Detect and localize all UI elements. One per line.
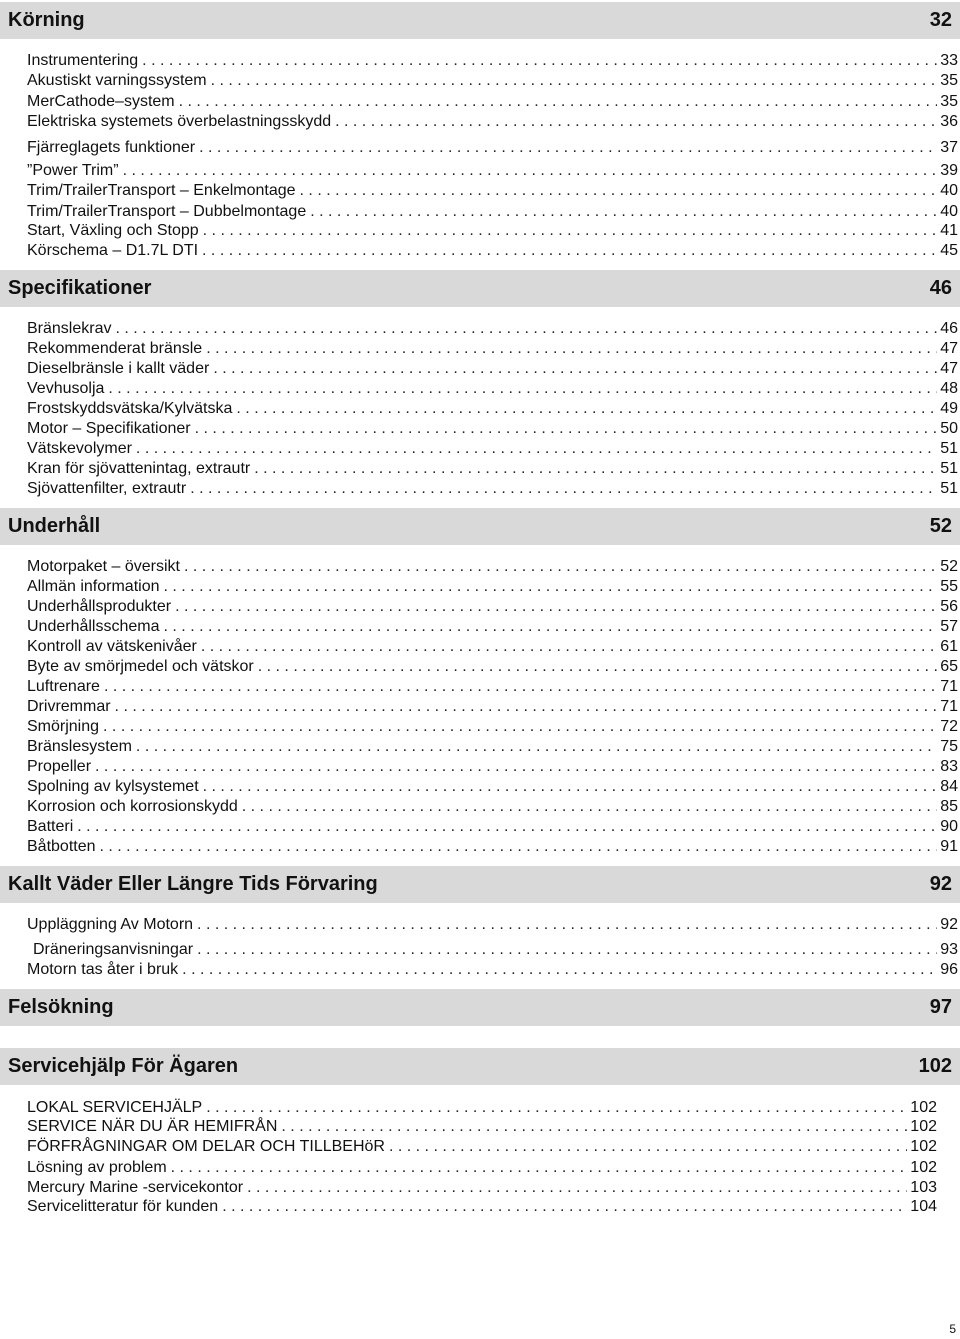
entry-page-number: 104 <box>910 1198 937 1215</box>
section-header-felsokning <box>0 989 960 1026</box>
entry-title: Kran för sjövattenintag, extrautr <box>27 460 251 477</box>
dot-leader <box>77 818 937 836</box>
dot-leader <box>310 203 937 221</box>
section-page-number: 32 <box>929 9 952 31</box>
entry-page-number: 61 <box>940 638 958 655</box>
toc-entry[interactable] <box>27 616 960 636</box>
toc-entry[interactable] <box>27 776 960 796</box>
entry-page-number: 84 <box>940 778 958 795</box>
entry-title: Vätskevolymer <box>27 440 132 457</box>
entry-page-number: 47 <box>940 360 958 377</box>
entry-title: Trim/TrailerTransport – Dubbelmontage <box>27 203 307 220</box>
dot-leader <box>95 758 937 776</box>
toc-entry[interactable] <box>27 596 960 616</box>
entry-title: LOKAL SERVICEHJÄLP <box>27 1099 203 1116</box>
entry-page-number: 46 <box>940 320 958 337</box>
entry-title: Sjövattenfilter, extrautr <box>27 480 187 497</box>
toc-entry[interactable] <box>27 160 960 180</box>
dot-leader <box>206 1099 907 1117</box>
entry-title: Byte av smörjmedel och vätskor <box>27 658 254 675</box>
toc-entry[interactable] <box>27 636 960 656</box>
toc-entry[interactable] <box>27 914 960 934</box>
entry-title: Dieselbränsle i kallt väder <box>27 360 210 377</box>
dot-leader <box>222 1198 907 1216</box>
entry-title: Drivremmar <box>27 698 111 715</box>
entry-page-number: 103 <box>910 1179 937 1196</box>
entry-title: FÖRFRÅGNINGAR OM DELAR OCH TILLBEHöR <box>27 1138 385 1155</box>
entry-page-number: 49 <box>940 400 958 417</box>
footer-page-number: 5 <box>949 1322 956 1336</box>
dot-leader <box>199 139 937 157</box>
entry-page-number: 48 <box>940 380 958 397</box>
section-header-specifikationer <box>0 270 960 307</box>
entry-title: Servicelitteratur för kunden <box>27 1198 219 1215</box>
entry-title: Start, Växling och Stopp <box>27 222 199 239</box>
entry-title: Underhållsprodukter <box>27 598 172 615</box>
dot-leader <box>258 658 937 676</box>
entry-page-number: 102 <box>910 1159 937 1176</box>
entry-page-number: 45 <box>940 242 958 259</box>
entry-title: Spolning av kylsystemet <box>27 778 199 795</box>
toc-entry[interactable] <box>27 796 960 816</box>
entry-title: MerCathode–system <box>27 93 175 110</box>
section-page-number: 97 <box>929 996 952 1018</box>
dot-leader <box>197 916 937 934</box>
dot-leader <box>164 618 938 636</box>
toc-entry[interactable] <box>27 418 960 438</box>
toc-entry[interactable] <box>27 556 960 576</box>
entry-page-number: 52 <box>940 558 958 575</box>
dot-leader <box>175 598 937 616</box>
toc-entry[interactable] <box>27 576 960 596</box>
entry-title: Akustiskt varningssystem <box>27 72 207 89</box>
toc-entry[interactable] <box>27 1157 939 1177</box>
dot-leader <box>171 1159 908 1177</box>
toc-entry[interactable] <box>27 656 960 676</box>
toc-entry[interactable] <box>27 1116 939 1136</box>
dot-leader <box>103 718 937 736</box>
entry-title: SERVICE NÄR DU ÄR HEMIFRÅN <box>27 1118 278 1135</box>
entry-title: Dräneringsanvisningar <box>33 941 194 958</box>
dot-leader <box>108 380 937 398</box>
entry-page-number: 40 <box>940 203 958 220</box>
entry-title: Korrosion och korrosionskydd <box>27 798 238 815</box>
toc-entry[interactable] <box>27 137 960 157</box>
toc-entry[interactable] <box>27 438 960 458</box>
entry-title: Underhållsschema <box>27 618 160 635</box>
section-header-underhall <box>0 508 960 545</box>
section-title: Körning <box>8 9 85 31</box>
toc-entry[interactable] <box>27 458 960 478</box>
dot-leader <box>389 1138 907 1156</box>
dot-leader <box>247 1179 907 1197</box>
section-page-number: 102 <box>918 1055 952 1077</box>
toc-entry[interactable] <box>27 836 960 856</box>
dot-leader <box>179 93 938 111</box>
dot-leader <box>190 480 937 498</box>
toc-entry[interactable] <box>27 939 960 959</box>
dot-leader <box>203 778 938 796</box>
section-page-number: 92 <box>929 873 952 895</box>
entry-page-number: 47 <box>940 340 958 357</box>
entry-title: Smörjning <box>27 718 100 735</box>
section-header-servicehjalp <box>0 1048 960 1085</box>
dot-leader <box>300 182 938 200</box>
toc-entry[interactable] <box>27 378 960 398</box>
dot-leader <box>104 678 937 696</box>
section-header-korning <box>0 2 960 39</box>
dot-leader <box>236 400 937 418</box>
dot-leader <box>202 242 937 260</box>
dot-leader <box>195 420 938 438</box>
entry-title: Kontroll av vätskenivåer <box>27 638 197 655</box>
entry-title: ”Power Trim” <box>27 162 119 179</box>
entry-page-number: 51 <box>940 440 958 457</box>
dot-leader <box>115 320 937 338</box>
entry-title: Körschema – D1.7L DTI <box>27 242 199 259</box>
entry-page-number: 92 <box>940 916 958 933</box>
toc-entry[interactable] <box>27 696 960 716</box>
entry-page-number: 75 <box>940 738 958 755</box>
toc-entry[interactable] <box>27 959 960 979</box>
entry-page-number: 35 <box>940 72 958 89</box>
dot-leader <box>201 638 937 656</box>
entry-page-number: 57 <box>940 618 958 635</box>
entry-title: Motorn tas åter i bruk <box>27 961 179 978</box>
entry-title: Fjärreglagets funktioner <box>27 139 196 156</box>
entry-title: Instrumentering <box>27 52 139 69</box>
entry-page-number: 91 <box>940 838 958 855</box>
section-title: Specifikationer <box>8 277 152 299</box>
toc-entry[interactable] <box>27 816 960 836</box>
entry-page-number: 41 <box>940 222 958 239</box>
entry-title: Bränslesystem <box>27 738 132 755</box>
toc-entry[interactable] <box>27 1177 939 1197</box>
entry-page-number: 102 <box>910 1099 937 1116</box>
entry-page-number: 93 <box>940 941 958 958</box>
dot-leader <box>164 578 938 596</box>
toc-entry[interactable] <box>27 50 960 70</box>
toc-entry[interactable] <box>27 478 960 498</box>
section-page-number: 52 <box>929 515 952 537</box>
entry-title: Motorpaket – översikt <box>27 558 180 575</box>
toc-entry[interactable] <box>27 1196 939 1216</box>
entry-page-number: 55 <box>940 578 958 595</box>
entry-page-number: 51 <box>940 480 958 497</box>
entry-page-number: 35 <box>940 93 958 110</box>
entry-title: Elektriska systemets överbelastningsskydd <box>27 113 332 130</box>
entry-title: Bränslekrav <box>27 320 112 337</box>
dot-leader <box>213 360 937 378</box>
toc-entry[interactable] <box>27 398 960 418</box>
dot-leader <box>242 798 937 816</box>
entry-page-number: 72 <box>940 718 958 735</box>
dot-leader <box>211 72 938 90</box>
dot-leader <box>197 941 937 959</box>
toc-entry[interactable] <box>27 736 960 756</box>
entry-title: Rekommenderat bränsle <box>27 340 203 357</box>
entry-title: Mercury Marine -servicekontor <box>27 1179 244 1196</box>
entry-title: Propeller <box>27 758 92 775</box>
entry-page-number: 71 <box>940 678 958 695</box>
entry-title: Lösning av problem <box>27 1159 167 1176</box>
toc-entry[interactable] <box>27 676 960 696</box>
toc-entry[interactable] <box>27 338 960 358</box>
dot-leader <box>203 222 938 240</box>
entry-page-number: 39 <box>940 162 958 179</box>
toc-entry[interactable] <box>27 240 960 260</box>
dot-leader <box>281 1118 907 1136</box>
entry-title: Trim/TrailerTransport – Enkelmontage <box>27 182 296 199</box>
toc-entry[interactable] <box>27 1097 939 1117</box>
entry-page-number: 85 <box>940 798 958 815</box>
section-title: Servicehjälp För Ägaren <box>8 1055 239 1077</box>
entry-title: Batteri <box>27 818 74 835</box>
entry-page-number: 50 <box>940 420 958 437</box>
entry-page-number: 37 <box>940 139 958 156</box>
entry-page-number: 56 <box>940 598 958 615</box>
toc-entry[interactable] <box>27 716 960 736</box>
entry-title: Uppläggning Av Motorn <box>27 916 194 933</box>
entry-title: Frostskyddsvätska/Kylvätska <box>27 400 233 417</box>
dot-leader <box>123 162 938 180</box>
toc-entry[interactable] <box>27 358 960 378</box>
section-title: Felsökning <box>8 996 114 1018</box>
entry-title: Luftrenare <box>27 678 100 695</box>
entry-page-number: 51 <box>940 460 958 477</box>
entry-page-number: 90 <box>940 818 958 835</box>
toc-entry[interactable] <box>27 111 960 131</box>
dot-leader <box>335 113 937 131</box>
entry-page-number: 83 <box>940 758 958 775</box>
toc-entry[interactable] <box>27 756 960 776</box>
entry-title: Vevhusolja <box>27 380 105 397</box>
entry-page-number: 40 <box>940 182 958 199</box>
entry-page-number: 71 <box>940 698 958 715</box>
section-title: Kallt Väder Eller Längre Tids Förvaring <box>8 873 378 895</box>
entry-title: Allmän information <box>27 578 160 595</box>
entry-page-number: 36 <box>940 113 958 130</box>
toc-entry[interactable] <box>27 70 960 90</box>
entry-page-number: 102 <box>910 1118 937 1135</box>
entry-title: Motor – Specifikationer <box>27 420 191 437</box>
toc-entry[interactable] <box>27 91 960 111</box>
section-title: Underhåll <box>8 515 101 537</box>
dot-leader <box>115 698 938 716</box>
entry-title: Båtbotten <box>27 838 96 855</box>
dot-leader <box>206 340 937 358</box>
entry-page-number: 102 <box>910 1138 937 1155</box>
dot-leader <box>136 738 937 756</box>
dot-leader <box>182 961 937 979</box>
toc-entry[interactable] <box>27 201 960 221</box>
section-page-number: 46 <box>929 277 952 299</box>
dot-leader <box>142 52 937 70</box>
dot-leader <box>254 460 937 478</box>
entry-page-number: 96 <box>940 961 958 978</box>
dot-leader <box>100 838 938 856</box>
dot-leader <box>184 558 937 576</box>
entry-page-number: 33 <box>940 52 958 69</box>
section-header-kallt-vader <box>0 866 960 903</box>
toc-entry[interactable] <box>27 180 960 200</box>
dot-leader <box>136 440 937 458</box>
entry-page-number: 65 <box>940 658 958 675</box>
toc-entry[interactable] <box>27 220 960 240</box>
toc-entry[interactable] <box>27 1136 939 1156</box>
toc-entry[interactable] <box>27 318 960 338</box>
